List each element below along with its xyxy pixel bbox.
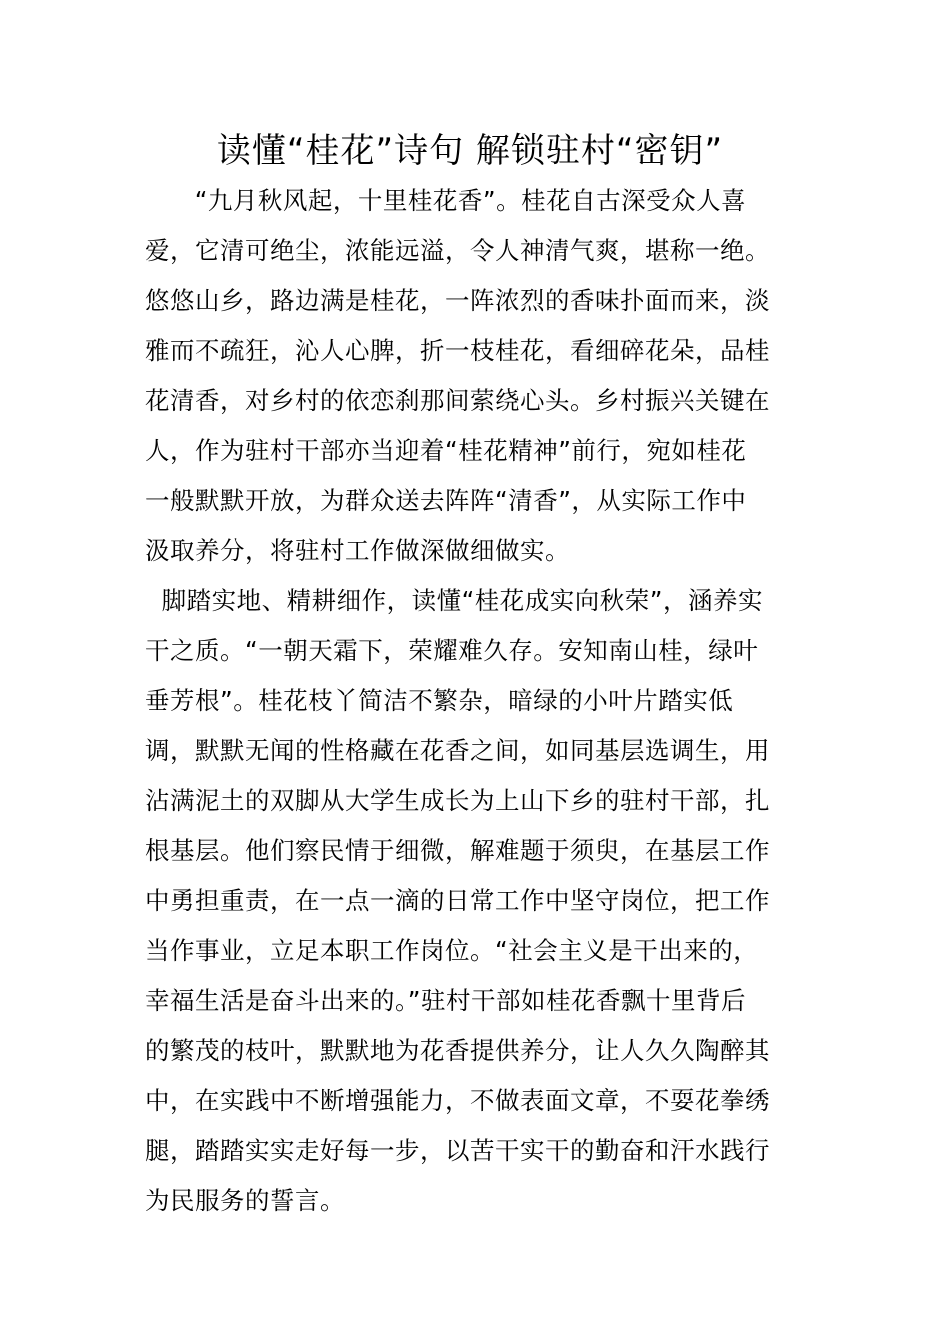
paragraph-line: 腿，踏踏实实走好每一步，以苦干实干的勤奋和汗水践行 [145,1136,770,1165]
paragraph-line: 的繁茂的枝叶，默默地为花香提供养分，让人久久陶醉其 [145,1036,770,1065]
paragraph-line: 为民服务的誓言。 [145,1186,345,1215]
paragraph-line: 根基层。他们察民情于细微，解难题于须臾，在基层工作 [145,836,770,865]
paragraph-line: “九月秋风起，十里桂花香”。桂花自古深受众人喜 [145,186,747,215]
paragraph-line: 调，默默无闻的性格藏在花香之间，如同基层选调生，用 [145,736,770,765]
paragraph-line: 中，在实践中不断增强能力，不做表面文章，不耍花拳绣 [145,1086,770,1115]
paragraph-line: 一般默默开放，为群众送去阵阵“清香”，从实际工作中 [145,486,747,515]
paragraph-1 [145,176,810,576]
paragraph-line: 干之质。“一朝天霜下，荣耀难久存。安知南山桂，绿叶 [145,636,759,665]
paragraph-line: 垂芳根”。桂花枝丫简洁不繁杂，暗绿的小叶片踏实低 [145,686,734,715]
paragraph-line: 雅而不疏狂，沁人心脾，折一枝桂花，看细碎花朵，品桂 [145,336,770,365]
paragraph-line: 爱，它清可绝尘，浓能远溢，令人神清气爽，堪称一绝。 [145,236,770,265]
paragraph-line: 花清香，对乡村的依恋刹那间萦绕心头。乡村振兴关键在 [145,386,770,415]
paragraph-line: 人，作为驻村干部亦当迎着“桂花精神”前行，宛如桂花 [145,436,747,465]
paragraph-2 [145,576,810,1226]
paragraph-line: 悠悠山乡，路边满是桂花，一阵浓烈的香味扑面而来，淡 [145,286,770,315]
document-body [145,176,810,1226]
paragraph-line: 中勇担重责，在一点一滴的日常工作中坚守岗位，把工作 [145,886,770,915]
paragraph-line: 当作事业，立足本职工作岗位。“社会主义是干出来的， [145,936,759,965]
paragraph-line: 汲取养分，将驻村工作做深做细做实。 [145,536,570,565]
paragraph-line: 幸福生活是奋斗出来的。”驻村干部如桂花香飘十里背后 [145,986,746,1015]
paragraph-line: 脚踏实地、精耕细作，读懂“桂花成实向秋荣”，涵养实 [145,586,763,615]
document-title: 读懂“桂花”诗句 解锁驻村“密钥” [216,131,724,171]
paragraph-line: 沾满泥土的双脚从大学生成长为上山下乡的驻村干部，扎 [145,786,770,815]
